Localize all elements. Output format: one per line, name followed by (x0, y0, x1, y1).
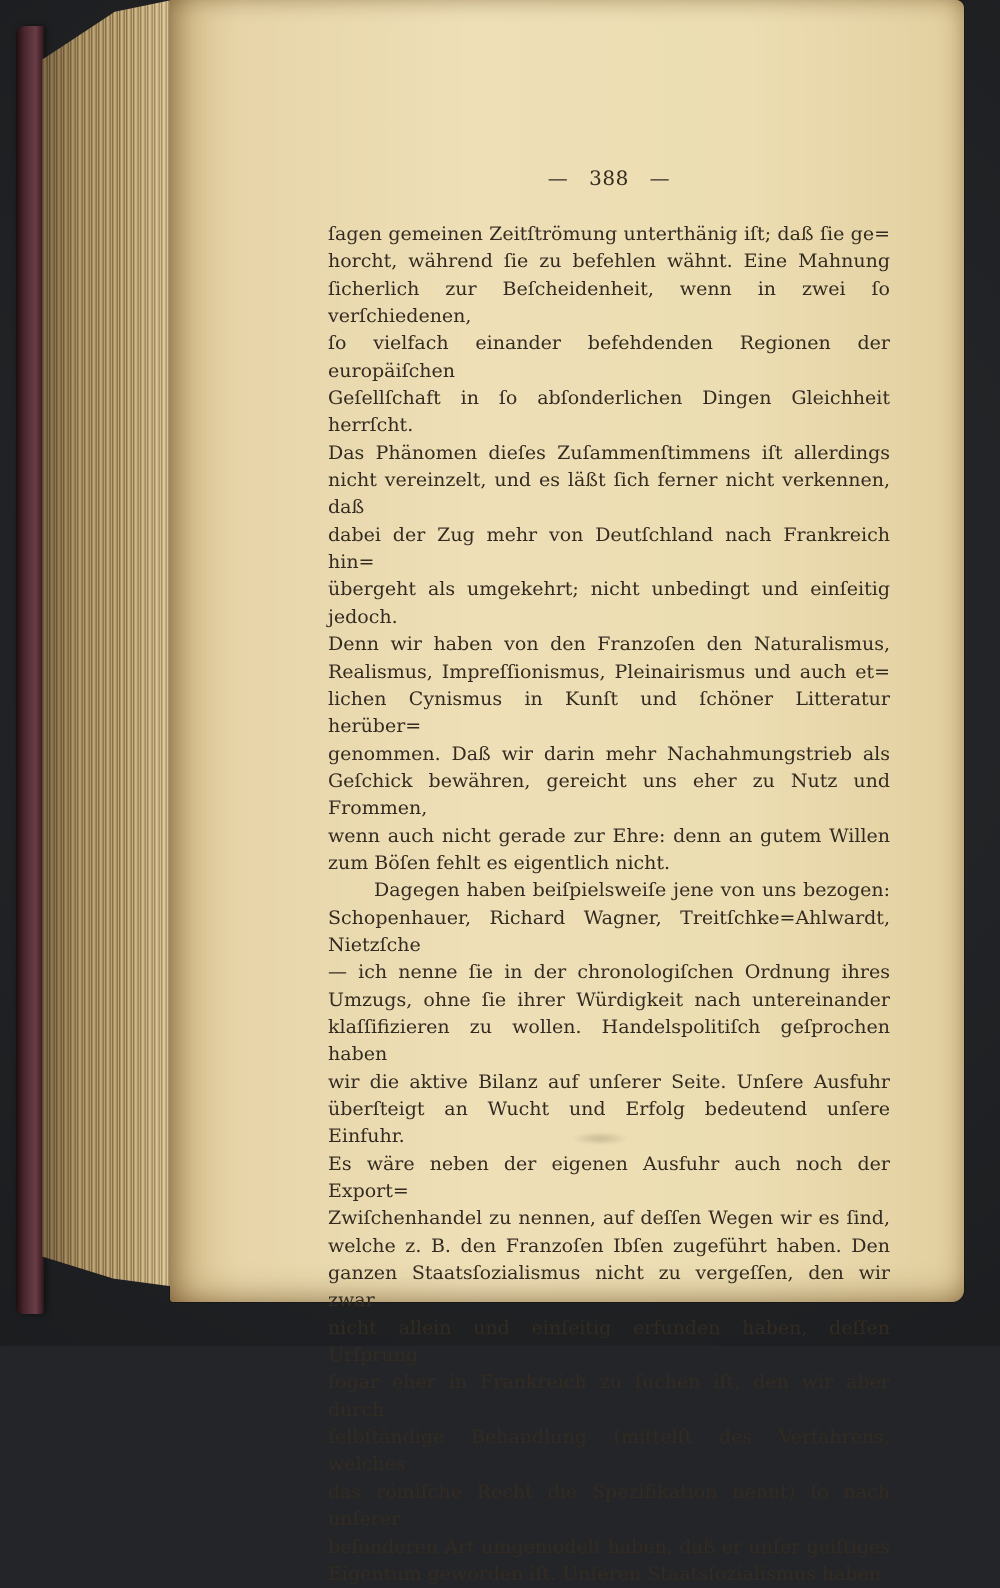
text-line: Geſellſchaft in ſo abſonderlichen Dingen Gleichheit herrſcht. (328, 387, 890, 437)
text-line: Schopenhauer, Richard Wagner, Treitſchke=Ahlwardt, Nietzſche (328, 906, 890, 956)
text-line: Realismus, Impreſſionismus, Pleinairismus und auch et= (328, 660, 890, 683)
paragraph-1 (328, 221, 890, 877)
text-line: ſogar eher in Frankreich zu ſuchen iſt, den wir aber durch (328, 1371, 890, 1421)
fanned-page-edges (42, 0, 172, 1302)
page-text (328, 221, 890, 1588)
text-line: klaſſifizieren zu wollen. Handelspolitiſch geſprochen haben (328, 1015, 890, 1066)
text-line: beſonderen Art umgemodelt haben, daß er unſer geiſtiges (328, 1535, 890, 1558)
text-line: wir die aktive Bilanz auf unſerer Seite. Unſere Ausfuhr (328, 1070, 890, 1093)
text-line: ſelbſtändige Behandlung (mittelſt des Verfahrens, welches (328, 1426, 890, 1476)
text-line: Geſchick bewähren, gereicht uns eher zu Nutz und Frommen, (328, 769, 890, 820)
book-cover-edge (16, 26, 44, 1314)
text-line: ſo vielfach einander befehdenden Regionen der europäiſchen (328, 332, 890, 382)
text-line: nicht vereinzelt, und es läßt ſich ferner nicht verkennen, daß (328, 469, 890, 519)
text-line: ſicherlich zur Beſcheidenheit, wenn in zwei ſo verſchiedenen, (328, 277, 890, 328)
text-line: Denn wir haben von den Franzoſen den Naturalismus, (328, 633, 890, 656)
text-line: das römiſche Recht die Spezifikation nennt) ſo nach unſerer (328, 1480, 890, 1531)
text-line: Das Phänomen dieſes Zuſammenſtimmens iſt allerdings (328, 441, 890, 464)
text-line: lichen Cynismus in Kunſt und ſchöner Litteratur herüber= (328, 687, 890, 738)
text-line: welche z. B. den Franzoſen Ibſen zugeführt haben. Den (328, 1234, 890, 1257)
page-number: — 388 — (547, 166, 671, 190)
text-line: dabei der Zug mehr von Deutſchland nach Frankreich hin= (328, 523, 890, 574)
text-line: Zwiſchenhandel zu nennen, auf deſſen Wegen wir es ſind, (328, 1207, 890, 1230)
paragraph-2 (328, 877, 890, 1588)
text-line: nicht allein und einſeitig erfunden haben, deſſen Urſprung (328, 1316, 890, 1367)
text-line: — ich nenne ſie in der chronologiſchen Ordnung ihres (328, 961, 890, 984)
text-line: übergeht als umgekehrt; nicht unbedingt und einſeitig jedoch. (328, 578, 890, 628)
text-line: überſteigt an Wucht und Erfolg bedeutend unſere Einfuhr. (328, 1098, 890, 1148)
text-line: genommen. Daß wir darin mehr Nachahmungstrieb als (328, 742, 890, 765)
book-page (170, 0, 964, 1585)
text-line: Eigentum geworden iſt. Unſeren Staatsſozialismus haben (328, 1562, 882, 1585)
text-line: zum Böſen fehlt es eigentlich nicht. (328, 851, 671, 874)
text-line: wenn auch nicht gerade zur Ehre: denn an gutem Willen (328, 824, 890, 847)
text-line: Umzugs, ohne ſie ihrer Würdigkeit nach untereinander (328, 988, 890, 1011)
text-line: horcht, während ſie zu befehlen wähnt. Eine Mahnung (328, 250, 890, 273)
text-line: ſagen gemeinen Zeitſtrömung unterthänig iſt; daß ſie ge= (328, 223, 890, 245)
text-line: Dagegen haben beiſpielsweiſe jene von uns bezogen: (374, 879, 890, 902)
text-line: ganzen Staatsſozialismus nicht zu vergeſſen, den wir zwar (328, 1262, 890, 1312)
text-line: Es wäre neben der eigenen Ausfuhr auch noch der Export= (328, 1152, 890, 1203)
pencil-smudge (572, 1132, 628, 1145)
